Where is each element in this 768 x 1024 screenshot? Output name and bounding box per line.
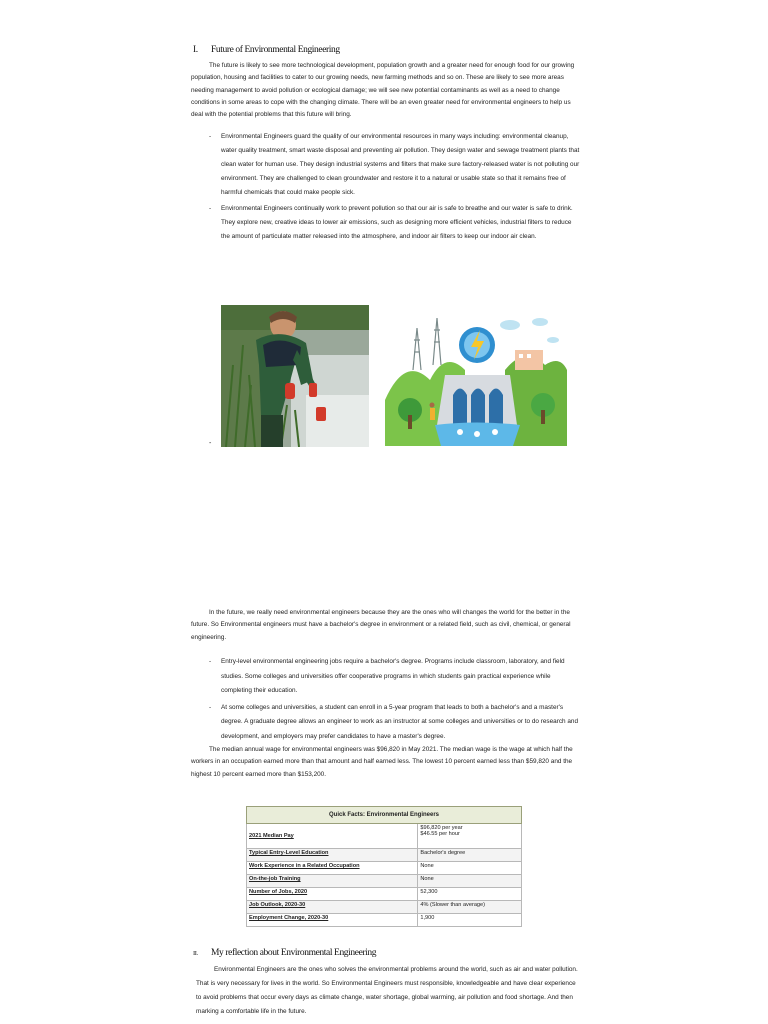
table-cell-value-line: $46.55 per hour xyxy=(420,831,460,837)
table-cell-label[interactable]: On-the-job Training xyxy=(247,875,418,888)
engineer-photo-illustration xyxy=(221,305,369,447)
section-2-number: II. xyxy=(193,950,198,957)
list-item: - Environmental Engineers guard the quality of our environmental resources in many ways including: environmental cleanup, water quality treatment, smart waste disposal and preventing air pollution. They design water and sewage treatment plants that clean water for human use. They design industrial systems and filters that make sure factory-released water is not polluting our environment. They are challenged to clean groundwater and restore it to a natural or usable state so that it remains free of harmful chemicals that could make people sick. xyxy=(209,130,581,200)
list-item: - Environmental Engineers continually work to prevent pollution so that our air is safe to breathe and our water is safe to drink. They explore new, creative ideas to lower air emissions, such as designing more efficient vehicles, industrial filters to reduce the amount of particulate matter released into the atmosphere, and indoor air filters to keep our indoor air clean. xyxy=(209,202,581,244)
section-1-number: I. xyxy=(193,45,198,55)
table-row xyxy=(247,875,522,888)
section-1-intro: The future is likely to see more technological development, population growth and a greater need for enough food for our growing population, housing and facilities to cater to our growing needs, new farming methods and so on. These are likely to see more areas needing management to avoid pollution or ecological damage; we will see new potential contaminants as well as a need to change conditions in some areas to cope with the changing climate. There will be an even greater need for environmental engineers to help us deal with the potential problems that this future will bring. xyxy=(191,62,575,119)
table-cell-value: 52,300 xyxy=(418,888,522,901)
section-1-heading xyxy=(193,45,340,55)
table-cell-label[interactable]: Work Experience in a Related Occupation xyxy=(247,862,418,875)
table-cell-value: Bachelor's degree xyxy=(418,849,522,862)
table-row xyxy=(247,901,522,914)
section-1-title: Future of Environmental Engineering xyxy=(211,45,340,55)
table-cell-label[interactable]: 2021 Median Pay xyxy=(247,824,418,849)
quick-facts-title: Quick Facts: Environmental Engineers xyxy=(247,807,522,824)
table-row xyxy=(247,824,522,849)
section-1-bullet-list xyxy=(209,130,581,246)
table-cell-value-line: $96,820 per year xyxy=(420,825,463,831)
table-row xyxy=(247,849,522,862)
table-cell-label[interactable]: Job Outlook, 2020-30 xyxy=(247,901,418,914)
stray-bullet-dash: - xyxy=(209,440,212,447)
table-cell-value: 1,900 xyxy=(418,914,522,927)
list-item: - At some colleges and universities, a student can enroll in a 5-year program that leads to both a bachelor's and a master's degree. A graduate degree allows an engineer to work as an instructor at some colleges and universities or to do research and development, and employers may prefer candidates to have a master's degree. xyxy=(209,701,581,745)
engineer-water-sampling-photo xyxy=(221,305,369,447)
table-cell-label[interactable]: Number of Jobs, 2020 xyxy=(247,888,418,901)
table-cell-label[interactable]: Employment Change, 2020-30 xyxy=(247,914,418,927)
quick-facts-table xyxy=(246,806,522,927)
table-cell-value: None xyxy=(418,862,522,875)
table-row xyxy=(247,888,522,901)
table-row xyxy=(247,914,522,927)
section-2-heading xyxy=(193,948,376,958)
wage-paragraph: The median annual wage for environmental engineers was $96,820 in May 2021. The median wage is the wage at which half the workers in an occupation earned more than that amount and half earned less. The lowest 10 percent earned less than $59,820 and the highest 10 percent earned more than $153,200. xyxy=(191,746,573,778)
hydropower-illustration xyxy=(385,310,567,446)
table-row xyxy=(247,862,522,875)
hydropower-dam-icon xyxy=(385,310,567,446)
list-item: - Entry-level environmental engineering jobs require a bachelor's degree. Programs include classroom, laboratory, and field studies. Some colleges and universities offer cooperative programs in which students gain practical experience while completing their education. xyxy=(209,655,581,699)
section-1-bullet-list-2 xyxy=(209,655,581,746)
table-cell-value: 4% (Slower than average) xyxy=(418,901,522,914)
table-cell-value: None xyxy=(418,875,522,888)
future-paragraph: In the future, we really need environmental engineers because they are the ones who will changes the world for the better in the future. So Environmental engineers must have a bachelor's degree in environment or a related field, such as civil, chemical, or general engineering. xyxy=(191,609,571,641)
table-cell-value xyxy=(418,824,522,849)
table-cell-label[interactable]: Typical Entry-Level Education xyxy=(247,849,418,862)
section-2-title: My reflection about Environmental Engineering xyxy=(211,948,377,958)
section-2-paragraph: Environmental Engineers are the ones who solves the environmental problems around the world, such as air and water pollution. That is very necessary for lives in the world. So Environmental Engineers must responsible, knowledgeable and have clear experience to avoid problems that occur every days as climate change, water shortage, global warming, air pollution and food shortage. And then marking a comfortable life in the future. xyxy=(196,966,578,1015)
